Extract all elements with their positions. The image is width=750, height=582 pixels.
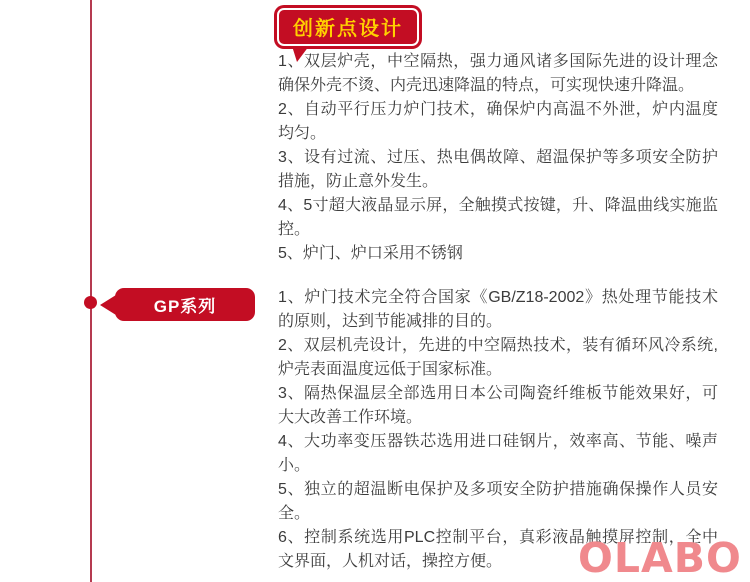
gp-series-badge xyxy=(115,288,255,321)
olabo-watermark: OLABO xyxy=(578,534,742,582)
feature-item: 2、双层机壳设计，先进的中空隔热技术，装有循环风冷系统,炉壳表面温度远低于国家标准。 xyxy=(278,337,718,378)
innovation-feature-list xyxy=(278,50,718,266)
innovation-badge xyxy=(274,5,422,49)
feature-item: 3、隔热保温层全部选用日本公司陶瓷纤维板节能效果好，可大大改善工作环境。 xyxy=(278,385,718,426)
gp-series-feature-list xyxy=(278,286,718,574)
left-arrow-pointer-icon xyxy=(100,295,116,315)
feature-item: 5、炉门、炉口采用不锈钢 xyxy=(278,245,463,262)
timeline-line xyxy=(90,0,92,582)
feature-item: 2、自动平行压力炉门技术，确保炉内高温不外泄，炉内温度均匀。 xyxy=(278,101,718,142)
innovation-badge-label: 创新点设计 xyxy=(277,8,419,46)
feature-item: 1、炉门技术完全符合国家《GB/Z18-2002》热处理节能技术的原则，达到节能减排的目的。 xyxy=(278,289,718,330)
feature-item: 1、双层炉壳，中空隔热，强力通风诸多国际先进的设计理念确保外壳不烫、内壳迅速降温的特点，可实现快速升降温。 xyxy=(278,53,718,94)
feature-item: 4、5寸超大液晶显示屏，全触摸式按键，升、降温曲线实施监控。 xyxy=(278,197,718,238)
feature-item: 6、控制系统选用PLC控制平台，真彩液晶触摸屏控制，全中文界面，人机对话，操控方便。 xyxy=(278,529,718,570)
feature-item: 5、独立的超温断电保护及多项安全防护措施确保操作人员安全。 xyxy=(278,481,718,522)
gp-series-badge-label: GP系列 xyxy=(153,297,217,316)
feature-item: 4、大功率变压器铁芯选用进口硅钢片，效率高、节能、噪声小。 xyxy=(278,433,718,474)
timeline-dot xyxy=(84,296,97,309)
feature-item: 3、设有过流、过压、热电偶故障、超温保护等多项安全防护措施，防止意外发生。 xyxy=(278,149,718,190)
